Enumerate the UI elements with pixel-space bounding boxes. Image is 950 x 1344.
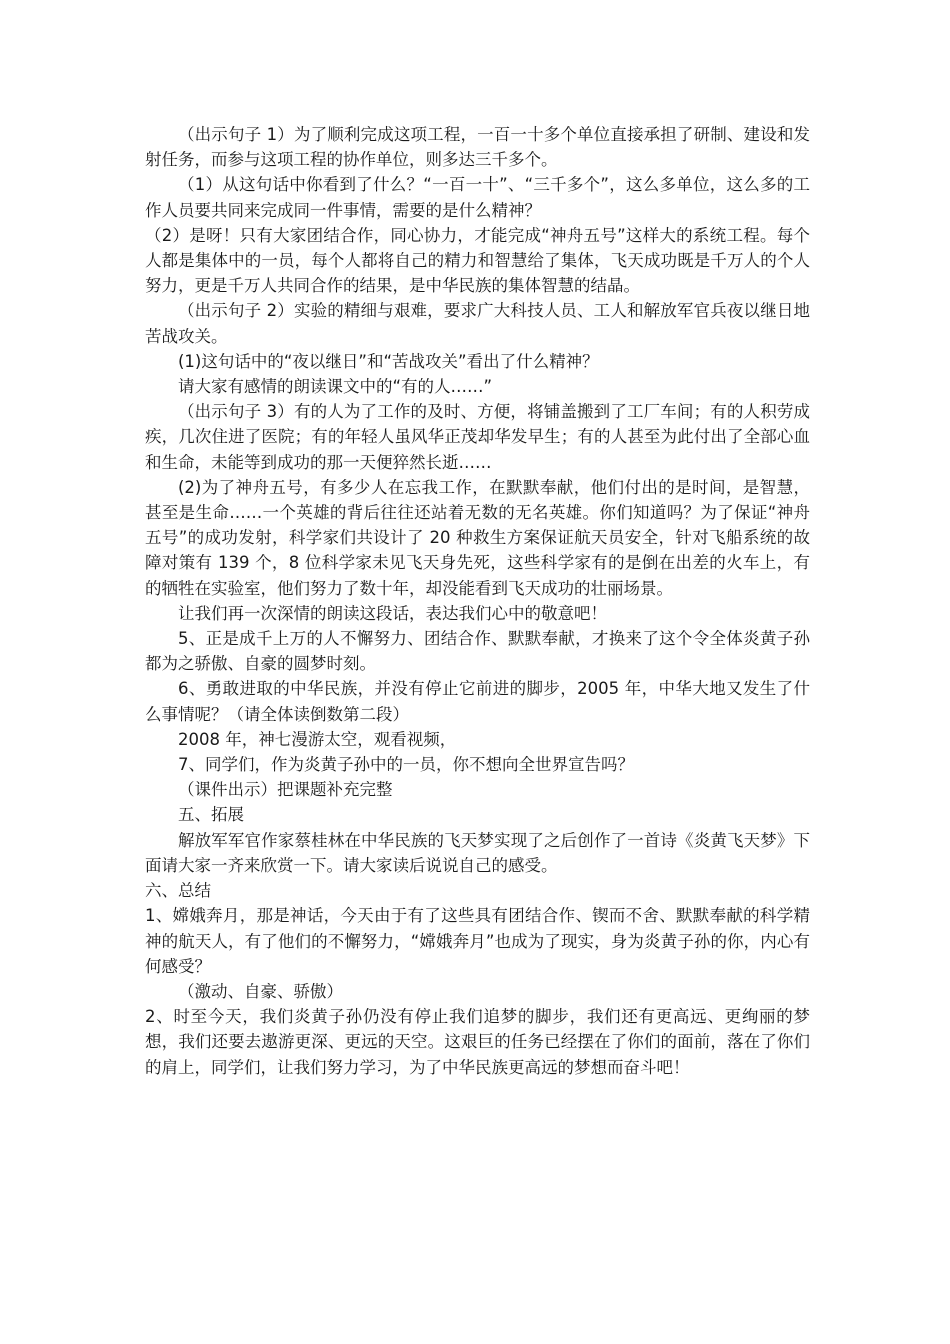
paragraph-answer-2: （2）是呀！只有大家团结合作，同心协力，才能完成“神舟五号”这样大的系统工程。每个人都是集体中的一员，每个人都将自己的精力和智慧给了集体，飞天成功既是千万人的个人努力，更是千万人共同合作的结果，是中华民族的集体智慧的结晶。 (145, 225, 810, 296)
paragraph-poem: 解放军军官作家蔡桂林在中华民族的飞天梦实现了之后创作了一首诗《炎黄飞天梦》下面请大家一齐来欣赏一下。请大家读后说说自己的感受。 (145, 830, 810, 875)
paragraph-heroes: (2)为了神舟五号，有多少人在忘我工作，在默默奉献，他们付出的是时间，是智慧，甚至是生命……一个英雄的背后往往还站着无数的无名英雄。你们知道吗？为了保证“神舟五号”的成功发射，科学家们共设计了 20 种救生方案保证航天员安全，针对飞船系统的故障对策有 139 个，8 位科学家未见飞天身先死，这些科学家有的是倒在出差的火车上，有的牺牲在实验室，他们努力了数十年，却没能看到飞天成功的壮丽场景。 (145, 477, 810, 598)
paragraph-read-aloud: 请大家有感情的朗读课文中的“有的人……” (178, 377, 493, 397)
paragraph-sentence-3: （出示句子 3）有的人为了工作的及时、方便，将铺盖搬到了工厂车间；有的人积劳成疾，几次住进了医院；有的年轻人虽风华正茂却华发早生；有的人甚至为此付出了全部心血和生命，未能等到成功的那一天便猝然长逝…… (145, 402, 810, 472)
paragraph-courseware: （课件出示）把课题补充完整 (178, 780, 393, 800)
paragraph-item-6: 6、勇敢进取的中华民族，并没有停止它前进的脚步，2005 年，中华大地又发生了什么事情呢？（请全体读倒数第二段） (145, 679, 810, 724)
paragraph-sentence-1: （出示句子 1）为了顺利完成这项工程，一百一十多个单位直接承担了研制、建设和发射任务，而参与这项工程的协作单位，则多达三千多个。 (145, 125, 810, 170)
paragraph-summary-2: 2、时至今天，我们炎黄子孙仍没有停止我们追梦的脚步，我们还有更高远、更绚丽的梦想，我们还要去遨游更深、更远的天空。这艰巨的任务已经摆在了你们的面前，落在了你们的肩上，同学们，让我们努力学习，为了中华民族更高远的梦想而奋斗吧！ (145, 1007, 810, 1077)
section-heading-summary: 六、总结 (145, 881, 211, 901)
paragraph-summary-1: 1、嫦娥奔月，那是神话，今天由于有了这些具有团结合作、锲而不舍、默默奉献的科学精神的航天人，有了他们的不懈努力，“嫦娥奔月”也成为了现实，身为炎黄子孙的你，内心有何感受？ (145, 906, 810, 976)
paragraph-sentence-2: （出示句子 2）实验的精细与艰难，要求广大科技人员、工人和解放军官兵夜以继日地苦战攻关。 (145, 301, 810, 346)
paragraph-question-spirit: (1)这句话中的“夜以继日”和“苦战攻关”看出了什么精神？ (178, 351, 599, 371)
paragraph-feelings: （激动、自豪、骄傲） (178, 981, 343, 1001)
paragraph-question-1: （1）从这句话中你看到了什么？“一百一十”、“三千多个”，这么多单位，这么多的工作人员要共同来完成同一件事情，需要的是什么精神？ (145, 175, 810, 220)
paragraph-item-5: 5、正是成千上万的人不懈努力、团结合作、默默奉献，才换来了这个令全体炎黄子孙都为之骄傲、自豪的圆梦时刻。 (145, 629, 810, 674)
paragraph-item-7: 7、同学们，作为炎黄子孙中的一员，你不想向全世界宣告吗？ (178, 755, 634, 775)
section-heading-extension: 五、拓展 (178, 805, 244, 825)
paragraph-2008: 2008 年，神七漫游太空，观看视频， (178, 729, 457, 749)
paragraph-reread: 让我们再一次深情的朗读这段话，表达我们心中的敬意吧！ (178, 603, 607, 623)
document-body (145, 122, 810, 1080)
